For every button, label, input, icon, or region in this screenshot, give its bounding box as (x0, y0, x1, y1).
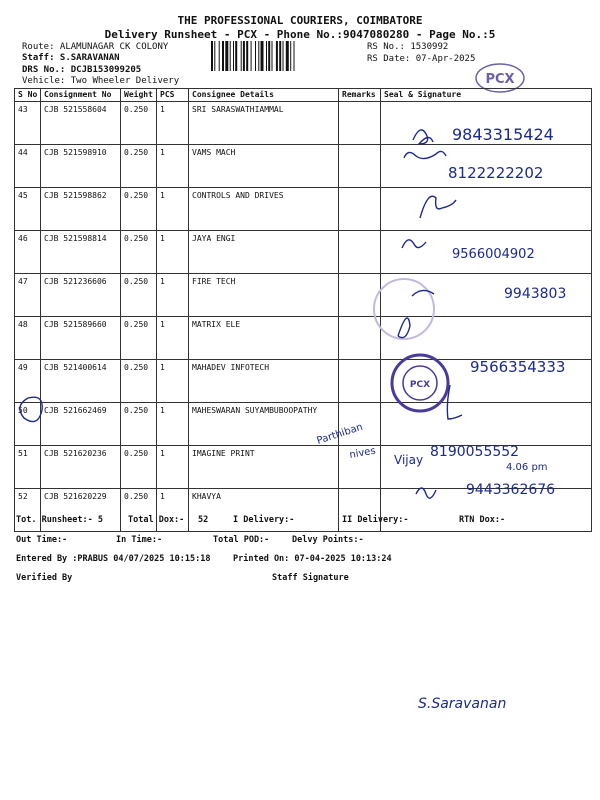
cell-pcs: 1 (157, 489, 189, 532)
cell-consignment: CJB 521662469 (41, 403, 121, 446)
cell-consignment: CJB 521558604 (41, 102, 121, 145)
barcode-bar (294, 41, 295, 71)
table-row (15, 446, 592, 489)
col-pcs: PCS (157, 89, 189, 102)
cell-weight: 0.250 (121, 317, 157, 360)
cell-consignment: CJB 521400614 (41, 360, 121, 403)
cell-consignee: JAYA ENGI (189, 231, 339, 274)
cell-consignee: KHAVYA (189, 489, 339, 532)
cell-seal-signature (381, 188, 592, 231)
barcode-bar (261, 41, 264, 71)
rs-date: RS Date: 07-Apr-2025 (367, 54, 476, 64)
cell-remarks (339, 231, 381, 274)
round-stamp-text: PCX (409, 380, 431, 390)
table-row (15, 102, 592, 145)
cell-seal-signature (381, 446, 592, 489)
cell-sno: 52 (15, 489, 41, 532)
cell-consignee: MAHESWARAN SUYAMBUBOOPATHY (189, 403, 339, 446)
table-header-row (15, 89, 592, 102)
cell-sno: 46 (15, 231, 41, 274)
hw-note-51c: Vijay (394, 453, 424, 467)
cell-remarks (339, 446, 381, 489)
verified-by: Verified By (16, 573, 73, 583)
delvy-points: Delvy Points:- (292, 535, 364, 545)
cell-sno: 44 (15, 145, 41, 188)
cell-remarks (339, 102, 381, 145)
cell-consignee: VAMS MACH (189, 145, 339, 188)
vehicle-label: Vehicle: Two Wheeler Delivery (22, 76, 180, 86)
cell-consignment: CJB 521598814 (41, 231, 121, 274)
barcode-image (211, 41, 361, 71)
cell-consignee: SRI SARASWATHIAMMAL (189, 102, 339, 145)
cell-consignment: CJB 521620236 (41, 446, 121, 489)
hw-staff-signature: S.Saravanan (418, 696, 507, 712)
barcode-bar (255, 41, 256, 71)
col-consignee: Consignee Details (189, 89, 339, 102)
cell-consignment: CJB 521598862 (41, 188, 121, 231)
cell-sno: 51 (15, 446, 41, 489)
barcode-bar (219, 41, 220, 71)
printed-on: Printed On: 07-04-2025 10:13:24 (233, 554, 392, 564)
hw-phone-49: 9566354333 (470, 358, 566, 376)
hw-note-51b: nives (348, 445, 377, 461)
hw-phone-43: 9843315424 (452, 125, 554, 144)
barcode-bar (211, 41, 213, 71)
staff-signature-label: Staff Signature (272, 573, 349, 583)
cell-consignee: MAHADEV INFOTECH (189, 360, 339, 403)
cell-consignment: CJB 521589660 (41, 317, 121, 360)
rtn-dox: RTN Dox:- (459, 515, 506, 525)
company-name: THE PROFESSIONAL COURIERS, COIMBATORE (177, 14, 423, 27)
cell-consignment: CJB 521620229 (41, 489, 121, 532)
route-label: Route: ALAMUNAGAR CK COLONY (22, 42, 169, 52)
table-row (15, 317, 592, 360)
cell-remarks (339, 360, 381, 403)
barcode-bar (235, 41, 237, 71)
table-row (15, 360, 592, 403)
barcode-bar (225, 41, 228, 71)
table-row (15, 145, 592, 188)
barcode-bar (279, 41, 281, 71)
barcode-bar (251, 41, 252, 71)
in-time: In Time:- (116, 535, 163, 545)
drs-number: DRS No.: DCJB153099205 (22, 65, 142, 75)
total-pod: Total POD:- (213, 535, 270, 545)
cell-seal-signature (381, 317, 592, 360)
cell-weight: 0.250 (121, 403, 157, 446)
cell-pcs: 1 (157, 317, 189, 360)
cell-sno: 48 (15, 317, 41, 360)
cell-pcs: 1 (157, 231, 189, 274)
barcode-bar (214, 41, 215, 71)
cell-pcs: 1 (157, 403, 189, 446)
table-row (15, 274, 592, 317)
cell-pcs: 1 (157, 274, 189, 317)
cell-remarks (339, 489, 381, 532)
cell-remarks (339, 274, 381, 317)
cell-pcs: 1 (157, 102, 189, 145)
cell-seal-signature (381, 360, 592, 403)
cell-weight: 0.250 (121, 360, 157, 403)
barcode-bar (283, 41, 284, 71)
cell-sno: 43 (15, 102, 41, 145)
barcode-bar (258, 41, 259, 71)
cell-remarks (339, 188, 381, 231)
cell-seal-signature (381, 274, 592, 317)
cell-pcs: 1 (157, 145, 189, 188)
col-sno: S No (15, 89, 41, 102)
cell-sno: 50 (15, 403, 41, 446)
ii-delivery: II Delivery:- (342, 515, 409, 525)
cell-seal-signature (381, 102, 592, 145)
cell-sno: 49 (15, 360, 41, 403)
cell-consignee: MATRIX ELE (189, 317, 339, 360)
runsheet-table (14, 88, 592, 532)
barcode-bar (276, 41, 278, 71)
cell-consignment: CJB 521598910 (41, 145, 121, 188)
hw-phone-47: 9943803 (504, 286, 567, 302)
total-dox-label: Total Dox:- (128, 515, 185, 525)
barcode-bar (268, 41, 270, 71)
out-time: Out Time:- (16, 535, 68, 545)
barcode-bar (286, 41, 289, 71)
cell-consignee: CONTROLS AND DRIVES (189, 188, 339, 231)
table-row (15, 231, 592, 274)
barcode-bar (230, 41, 231, 71)
hw-phone-51: 8190055552 (430, 444, 520, 460)
hw-time-51: 4.06 pm (506, 462, 548, 473)
cell-sno: 45 (15, 188, 41, 231)
runsheet-title: Delivery Runsheet - PCX - Phone No.:9047080280 - Page No.:5 (104, 28, 496, 41)
barcode-bar (266, 41, 267, 71)
cell-weight: 0.250 (121, 188, 157, 231)
col-consignment: Consignment No (41, 89, 121, 102)
tot-runsheet: Tot. Runsheet:- 5 (16, 515, 103, 525)
i-delivery: I Delivery:- (233, 515, 295, 525)
cell-weight: 0.250 (121, 145, 157, 188)
barcode-bar (246, 41, 248, 71)
barcode-bar (222, 41, 224, 71)
staff-label: Staff: S.SARAVANAN (22, 53, 120, 63)
barcode-bar (233, 41, 234, 71)
cell-seal-signature (381, 231, 592, 274)
cell-consignment: CJB 521236606 (41, 274, 121, 317)
cell-pcs: 1 (157, 446, 189, 489)
barcode-bar (290, 41, 291, 71)
hw-phone-52: 9443362676 (466, 482, 556, 498)
cell-weight: 0.250 (121, 274, 157, 317)
cell-consignee: FIRE TECH (189, 274, 339, 317)
barcode-bar (241, 41, 242, 71)
pcx-stamp-text: PCX (485, 72, 515, 87)
total-dox-value: 52 (198, 515, 209, 525)
col-weight: Weight (121, 89, 157, 102)
col-remarks: Remarks (339, 89, 381, 102)
cell-seal-signature (381, 489, 592, 532)
cell-remarks (339, 317, 381, 360)
table-row (15, 188, 592, 231)
col-seal-signature: Seal & Signature (381, 89, 592, 102)
cell-remarks (339, 403, 381, 446)
barcode-bar (243, 41, 245, 71)
cell-weight: 0.250 (121, 231, 157, 274)
hw-phone-44: 8122222202 (448, 164, 544, 182)
rs-number: RS No.: 1530992 (367, 42, 449, 52)
cell-weight: 0.250 (121, 489, 157, 532)
cell-seal-signature (381, 403, 592, 446)
hw-phone-46: 9566004902 (452, 247, 535, 262)
cell-pcs: 1 (157, 360, 189, 403)
table-row (15, 403, 592, 446)
cell-sno: 47 (15, 274, 41, 317)
hw-note-51a: Parthiban (315, 421, 365, 447)
cell-weight: 0.250 (121, 446, 157, 489)
cell-weight: 0.250 (121, 102, 157, 145)
cell-remarks (339, 145, 381, 188)
table-row (15, 489, 592, 532)
barcode-bar (272, 41, 273, 71)
entered-by: Entered By :PRABUS 04/07/2025 10:15:18 (16, 554, 211, 564)
cell-seal-signature (381, 145, 592, 188)
cell-pcs: 1 (157, 188, 189, 231)
cell-consignee: IMAGINE PRINT (189, 446, 339, 489)
